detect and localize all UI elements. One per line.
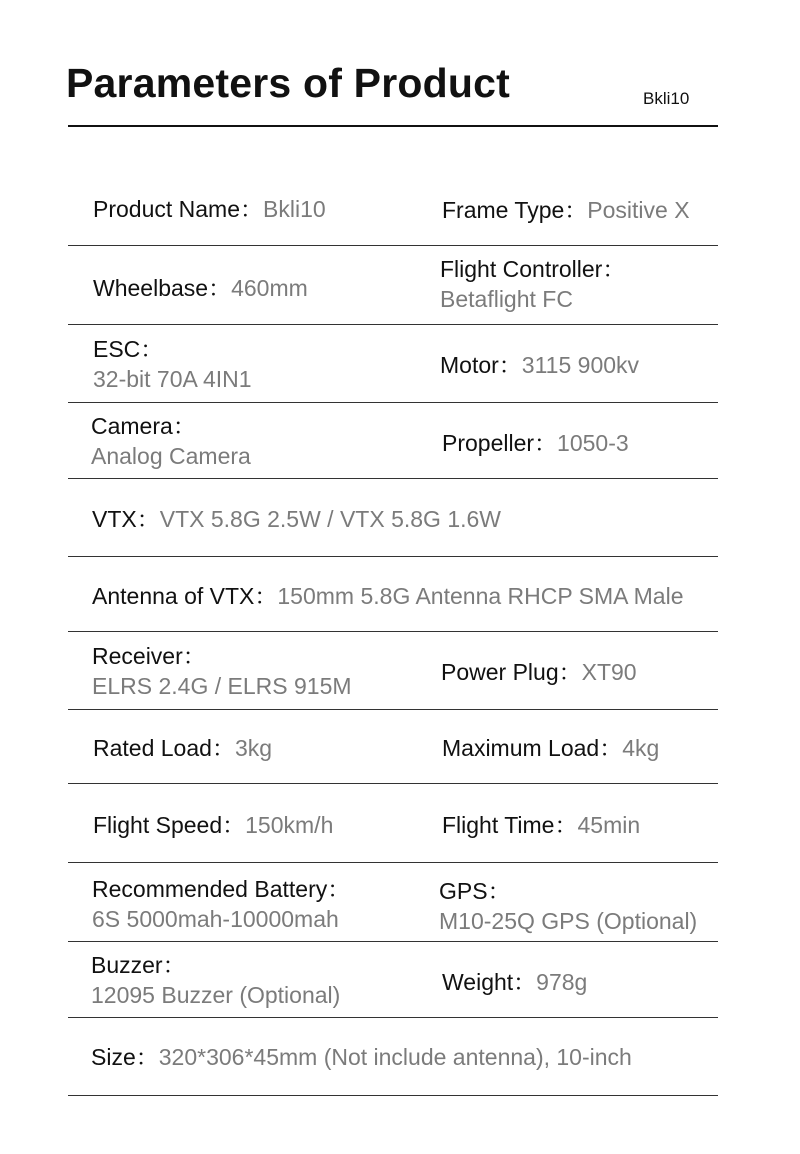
spec-product-name <box>93 194 326 224</box>
spec-value: Positive X <box>587 197 690 223</box>
spec-label: Weight <box>442 969 514 995</box>
spec-separator: ： <box>135 1044 159 1070</box>
spec-separator: ： <box>208 275 232 301</box>
spec-separator: ： <box>534 430 558 456</box>
spec-label: Motor <box>440 352 499 378</box>
spec-separator: ： <box>240 196 264 222</box>
spec-vtx <box>92 504 501 534</box>
spec-value: VTX 5.8G 2.5W / VTX 5.8G 1.6W <box>159 506 502 532</box>
spec-separator: ： <box>222 812 246 838</box>
spec-wheelbase <box>93 273 308 303</box>
row-divider <box>68 245 718 246</box>
model-name: Bkli10 <box>643 89 690 108</box>
spec-separator: ： <box>487 878 511 904</box>
spec-separator: ： <box>172 413 196 439</box>
spec-separator: ： <box>327 876 351 902</box>
spec-label: Frame Type <box>442 197 565 223</box>
spec-label: Product Name <box>93 196 241 222</box>
page-title: Parameters of Product <box>66 60 510 106</box>
row-divider <box>68 862 718 863</box>
spec-separator: ： <box>513 969 537 995</box>
spec-value: 1050-3 <box>557 430 629 456</box>
spec-value: Betaflight FC <box>440 286 573 312</box>
spec-value: 150mm 5.8G Antenna RHCP SMA Male <box>277 583 684 609</box>
spec-size <box>91 1042 632 1072</box>
spec-frame-type <box>442 195 690 225</box>
row-divider <box>68 941 718 942</box>
spec-value: M10-25Q GPS (Optional) <box>439 908 698 934</box>
spec-maximum-load <box>442 733 659 763</box>
spec-esc <box>93 334 252 394</box>
spec-antenna-of-vtx <box>92 581 684 611</box>
spec-weight <box>442 967 587 997</box>
spec-gps <box>439 876 697 936</box>
spec-label: Wheelbase <box>93 275 209 301</box>
spec-motor <box>440 350 639 380</box>
spec-value: 3kg <box>234 735 273 761</box>
title-divider <box>68 125 718 127</box>
spec-flight-controller <box>440 254 625 314</box>
spec-value: ELRS 2.4G / ELRS 915M <box>92 673 352 699</box>
row-divider <box>68 709 718 710</box>
spec-value: Analog Camera <box>91 443 251 469</box>
spec-separator: ： <box>554 812 578 838</box>
spec-label: Propeller <box>442 430 535 456</box>
spec-power-plug <box>441 657 637 687</box>
row-divider <box>68 631 718 632</box>
spec-label: Recommended Battery <box>92 876 328 902</box>
spec-label: Camera <box>91 413 173 439</box>
spec-separator: ： <box>498 352 522 378</box>
spec-value: Bkli10 <box>263 196 326 222</box>
spec-label: Receiver <box>92 643 183 669</box>
spec-value: 3115 900kv <box>521 352 640 378</box>
spec-separator: ： <box>136 506 160 532</box>
row-divider <box>68 1095 718 1096</box>
spec-value: 45min <box>577 812 641 838</box>
spec-separator: ： <box>599 735 623 761</box>
spec-separator: ： <box>564 197 588 223</box>
spec-label: Rated Load <box>93 735 212 761</box>
spec-label: Antenna of VTX <box>92 583 255 609</box>
row-divider <box>68 478 718 479</box>
spec-separator: ： <box>558 659 582 685</box>
spec-value: 978g <box>536 969 588 995</box>
spec-camera <box>91 411 251 471</box>
spec-flight-time <box>442 810 640 840</box>
spec-value: XT90 <box>581 659 637 685</box>
spec-recommended-battery <box>92 874 350 934</box>
spec-label: Flight Controller <box>440 256 603 282</box>
spec-separator: ： <box>140 336 164 362</box>
spec-value: 6S 5000mah-10000mah <box>92 906 339 932</box>
spec-separator: ： <box>162 952 186 978</box>
row-divider <box>68 783 718 784</box>
row-divider <box>68 324 718 325</box>
spec-label: Flight Speed <box>93 812 223 838</box>
spec-value: 32-bit 70A 4IN1 <box>93 366 252 392</box>
spec-propeller <box>442 428 629 458</box>
spec-label: Size <box>91 1044 136 1070</box>
spec-label: GPS <box>439 878 488 904</box>
spec-label: ESC <box>93 336 141 362</box>
spec-label: VTX <box>92 506 137 532</box>
spec-label: Flight Time <box>442 812 555 838</box>
spec-value: 12095 Buzzer (Optional) <box>91 982 341 1008</box>
spec-value: 150km/h <box>245 812 334 838</box>
spec-separator: ： <box>254 583 278 609</box>
row-divider <box>68 402 718 403</box>
spec-receiver <box>92 641 352 701</box>
spec-separator: ： <box>211 735 235 761</box>
spec-label: Buzzer <box>91 952 163 978</box>
row-divider <box>68 1017 718 1018</box>
spec-value: 320*306*45mm (Not include antenna), 10-inch <box>158 1044 632 1070</box>
spec-rated-load <box>93 733 272 763</box>
spec-value: 4kg <box>622 735 660 761</box>
spec-value: 460mm <box>231 275 308 301</box>
row-divider <box>68 556 718 557</box>
spec-flight-speed <box>93 810 333 840</box>
spec-label: Maximum Load <box>442 735 600 761</box>
spec-separator: ： <box>602 256 626 282</box>
spec-buzzer <box>91 950 340 1010</box>
spec-label: Power Plug <box>441 659 559 685</box>
spec-separator: ： <box>182 643 206 669</box>
